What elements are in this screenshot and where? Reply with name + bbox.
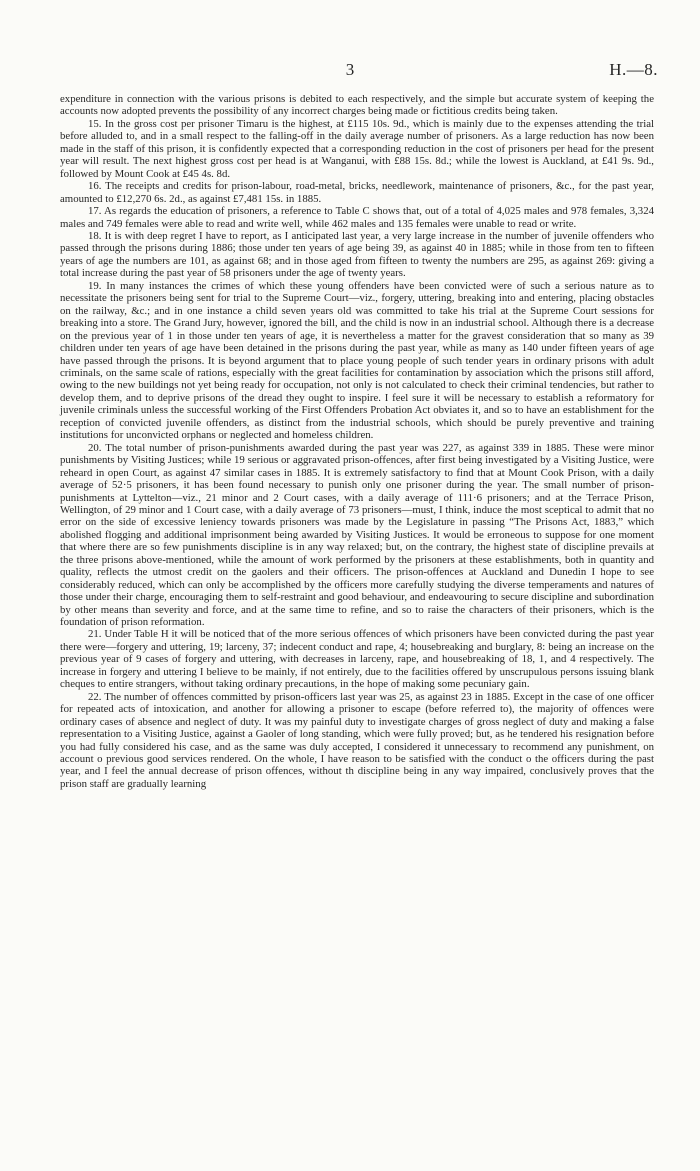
document-code: H.—8.	[609, 60, 658, 79]
paragraph-18: 18. It is with deep regret I have to report, as I anticipated last year, a very large increase in the number of juvenile offenders who passed through the prisons during 1886; those under ten years of age being 39, as against 40 in 1885; while in those from ten to fifteen years of age the numbers are 101, as against 68; and in those aged from fifteen to twenty the numbers are 295, as against 269: giving a total increase during the past year of 58 prisoners under the age of twenty years.	[60, 229, 654, 280]
paragraph-20: 20. The total number of prison-punishments awarded during the past year was 227, as against 339 in 1885. These were minor punishments by Visiting Justices; while 19 serious or aggravated prison-offences, after first being investigated by a Visiting Justice, were reheard in open Court, as against 47 similar cases in 1885. It is extremely satisfactory to find that at Mount Cook Prison, with a daily average of 52·5 prisoners, it has been found necessary to punish only one prisoner during the year. The small number of prison-punishments at Lyttelton—viz., 21 minor and 2 Court cases, with a daily average of 111·6 prisoners; and at the Terrace Prison, Wellington, of 29 minor and 1 Court case, with a daily average of 73 prisoners—must, I think, induce the most sceptical to admit that no error on the side of excessive leniency towards prisoners was made by the Legislature in passing “The Prisons Act, 1883,” which abolished flogging and additional imprisonment being awarded by Visiting Justices. It would be erroneous to suppose for one moment that where there are so few punishments discipline is in any way relaxed; but, on the contrary, the highest state of discipline prevails at the three prisons above-mentioned, while the amount of work performed by the prisoners at these establishments, both in quantity and quality, reflects the utmost credit on the gaolers and their officers. The prison-offences at Auckland and Dunedin I hope to see considerably reduced, which can only be accomplished by the officers more carefully studying the diverse temperaments and natures of those under their charge, encouraging them to self-restraint and good behaviour, and endeavouring to secure discipline and subordination by other means than severity and force, and at the same time to refine, and so to raise the characters of their prisoners, which is the foundation of prison reformation.	[60, 441, 654, 629]
paragraph-19: 19. In many instances the crimes of which these young offenders have been convicted were of such a serious nature as to necessitate the prisoners being sent for trial to the Supreme Court—viz., forgery, uttering, breaking into and entering, placing obstacles on the railway, &c.; and in one instance a child seven years old was committed to take his trial at the Supreme Court sessions for breaking into a store. The Grand Jury, however, ignored the bill, and the child is now in an industrial school. Although there is a decrease on the previous year of 1 in those under ten years of age, it is nevertheless a matter for the gravest consideration that so many as 39 children under ten years of age have been detained in the prisons during the past year, while as many as 140 under fifteen years of age have passed through the prisons. It is beyond argument that to place young people of such tender years in ordinary prisons with adult criminals, on the same scale of rations, especially with the great facilities for contamination by association which the prisons still afford, owing to the new buildings not yet being ready for occupation, not only is not calculated to check their criminal tendencies, but rather to develop them, and to deprive prisons of the dread they ought to inspire. I feel sure it will be necessary to establish a reformatory for juvenile criminals unless the successful working of the First Offenders Probation Act obviates it, and so to have an establishment for the reception of convicted juvenile offenders, as distinct from the industrial schools, which should be purely preventive and training institutions for unconvicted orphans or neglected and homeless children.	[60, 279, 654, 442]
paragraph-21: 21. Under Table H it will be noticed that of the more serious offences of which prisoners have been convicted during the past year there were—forgery and uttering, 19; larceny, 37; indecent conduct and rape, 4; housebreaking and burglary, 8: being an increase on the previous year of 9 cases of forgery and uttering, with decreases in larceny, rape, and housebreaking of 18, 1, and 4 respectively. The increase in forgery and uttering I believe to be mainly, if not entirely, due to the facilities offered by unscrupulous persons issuing blank cheques to entire strangers, without taking ordinary precautions, in the hope of making some pecuniary gain.	[60, 628, 654, 691]
body-text	[60, 93, 654, 790]
paragraph-15: 15. In the gross cost per prisoner Timaru is the highest, at £115 10s. 9d., which is mainly due to the expenses attending the trial before alluded to, and in a small respect to the falling-off in the daily average number of prisoners. As a large reduction has now been made in the staff of this prison, it is confidently expected that a corresponding reduction in the cost of prisoners per head for the present year will result. The next highest gross cost per head is at Wanganui, with £88 15s. 8d.; while the lowest is Auckland, at £41 9s. 9d., followed by Mount Cook at £45 4s. 8d.	[60, 117, 654, 180]
paragraph-16: 16. The receipts and credits for prison-labour, road-metal, bricks, needlework, maintenance of prisoners, &c., for the past year, amounted to £12,270 6s. 2d., as against £7,481 15s. in 1885.	[60, 180, 654, 205]
page-number: 3	[345, 60, 355, 79]
paragraph-22: 22. The number of offences committed by prison-officers last year was 25, as against 23 in 1885. Except in the case of one officer for repeated acts of intoxication, and another for allowing a prisoner to escape (before referred to), the majority of offences were ordinary cases of absence and neglect of duty. It was my painful duty to investigate charges of gross neglect of duty and making a false representation to a Visiting Justice, against a Gaoler of long standing, which were fully proved; but, as he tendered his resignation before you had fully considered his case, and as the same was duly accepted, I considered it unnecessary to recommend any punishment, on account o previous good services rendered. On the whole, I have reason to be satisfied with the conduct o the officers during the past year, and I feel the annual decrease of prison offences, without th discipline being in any way impaired, conclusively proves that the prison staff are gradually learning	[60, 690, 654, 790]
paragraph-17: 17. As regards the education of prisoners, a reference to Table C shows that, out of a total of 4,025 males and 978 females, 3,324 males and 749 females were able to read and write well, while 462 males and 135 females were unable to read or write.	[60, 205, 654, 230]
paragraph-continuation: expenditure in connection with the various prisons is debited to each respectively, and the simple but accurate system of keeping the accounts now adopted prevents the possibility of any incorrect charges being made or fictitious credits being taken.	[60, 93, 654, 118]
